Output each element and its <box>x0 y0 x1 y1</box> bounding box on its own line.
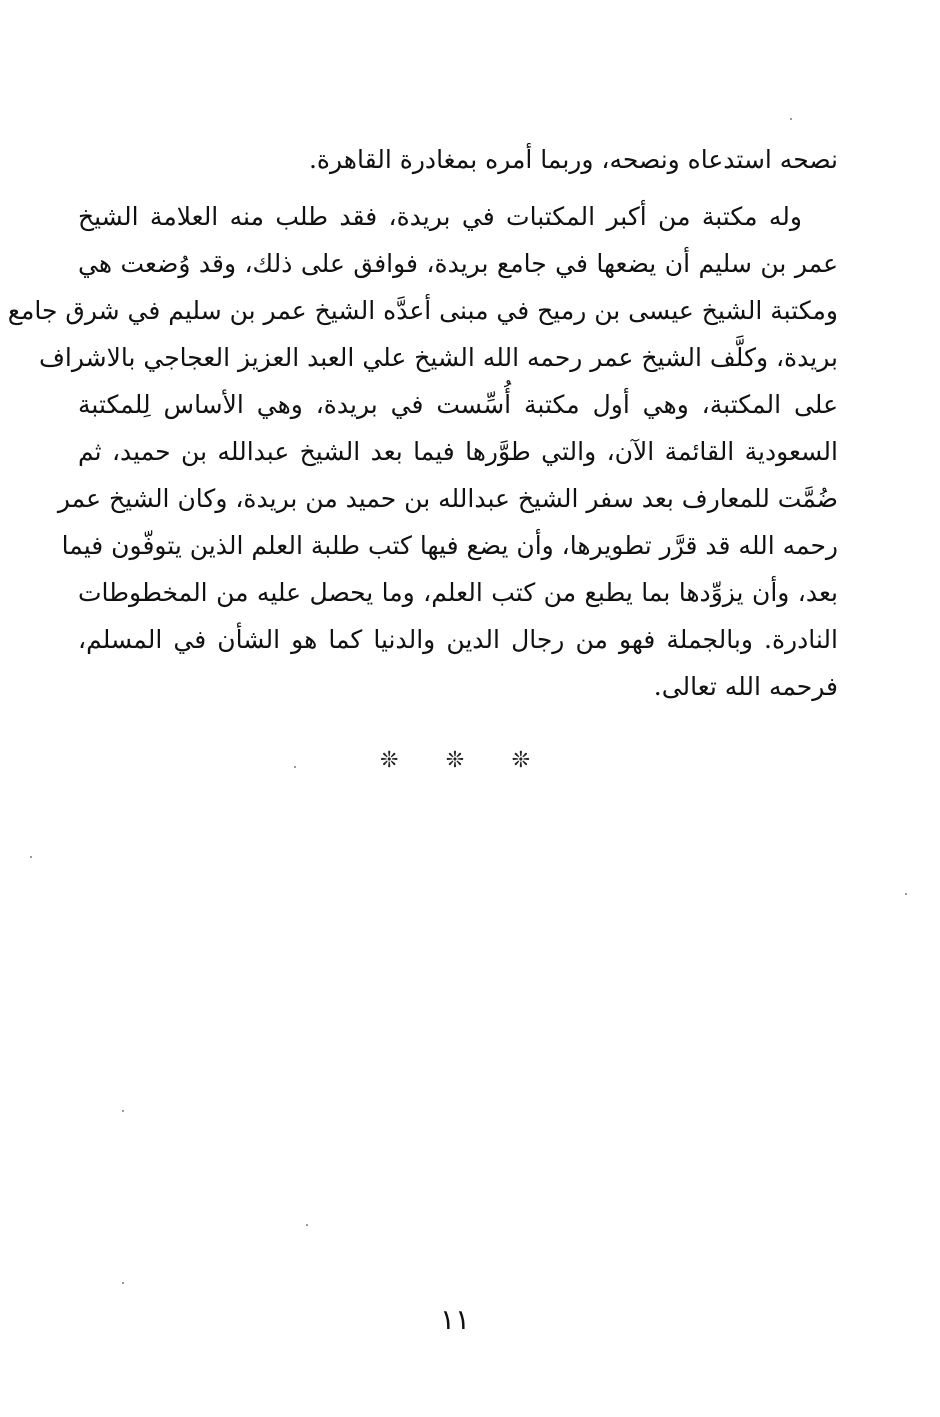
asterism-icon: ❊ <box>380 748 399 773</box>
section-separator <box>380 748 530 773</box>
asterism-icon: ❊ <box>445 748 465 773</box>
paragraph-2-line-10: النادرة. وبالجملة فهو من رجال الدين والدنيا كما هو الشأن في المسلم، <box>78 625 838 654</box>
paragraph-2-line-4: بريدة، وكلَّف الشيخ عمر رحمه الله الشيخ علي العبد العزيز العجاجي بالاشراف <box>38 343 838 372</box>
scan-speck <box>306 1224 308 1226</box>
paragraph-2-line-5: على المكتبة، وهي أول مكتبة أُسِّست في بريدة، وهي الأساس لِلمكتبة <box>78 390 838 419</box>
scan-speck <box>790 118 792 120</box>
paragraph-2-line-11: فرحمه الله تعالى. <box>653 672 838 701</box>
paragraph-2-line-7: ضُمَّت للمعارف بعد سفر الشيخ عبدالله بن حميد من بريدة، وكان الشيخ عمر <box>57 484 838 513</box>
body-text <box>7 136 838 710</box>
paragraph-gap <box>78 183 838 193</box>
scan-speck <box>905 893 907 895</box>
scan-speck <box>122 1110 124 1112</box>
paragraph-1-line-1: نصحه استدعاه ونصحه، وربما أمره بمغادرة القاهرة. <box>308 145 838 174</box>
asterism-icon: ❊ <box>511 748 530 773</box>
paragraph-2-line-9: بعد، وأن يزوِّدها بما يطبع من كتب العلم، وما يحصل عليه من المخطوطات <box>78 578 838 607</box>
scan-speck <box>294 766 296 768</box>
scan-speck <box>122 1282 124 1284</box>
page-number: ١١ <box>439 1303 471 1336</box>
paragraph-2-line-1: وله مكتبة من أكبر المكتبات في بريدة، فقد طلب منه العلامة الشيخ <box>78 202 802 231</box>
paragraph-2-line-6: السعودية القائمة الآن، والتي طوَّرها فيما بعد الشيخ عبدالله بن حميد، ثم <box>78 437 838 466</box>
paragraph-2-line-2: عمر بن سليم أن يضعها في جامع بريدة، فوافق على ذلك، وقد وُضعت هي <box>78 249 838 278</box>
paragraph-2-line-8: رحمه الله قد قرَّر تطويرها، وأن يضع فيها كتب طلبة العلم الذين يتوفّون فيما <box>61 531 838 560</box>
scan-speck <box>30 856 32 858</box>
paragraph-2-line-3: ومكتبة الشيخ عيسى بن رميح في مبنى أعدَّه الشيخ عمر بن سليم في شرق جامع <box>7 296 838 325</box>
